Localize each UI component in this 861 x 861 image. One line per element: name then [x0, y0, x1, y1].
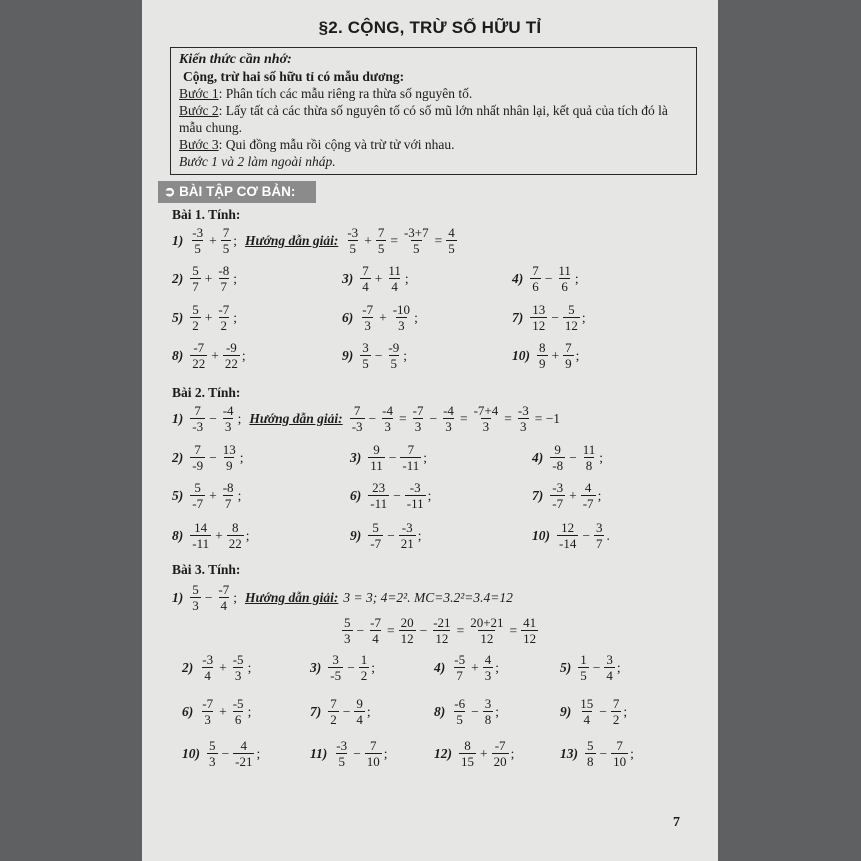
exercise-2-1: 1) 7 -3 − $\frac{-4}{3}$ ; Hướng dẫn giải: 7 -3 − $\frac{-4}{3}$ = $\frac{-7}{3}$ − $\frac{-4}{3}$ = $\frac{-7+4}{3}$ = $\frac{-3}{3}$ = −1	[172, 403, 561, 434]
exercise-3-4: 4) -5 7 + $\frac{4}{3}$ ;	[434, 652, 499, 683]
knowledge-subtitle: Cộng, trừ hai số hữu tỉ có mẫu dương:	[183, 69, 405, 84]
exercise-3-1: 1) 5 3 − $\frac{-7}{4}$ ; Hướng dẫn giải: 3 = 3; 4=2². MC=3.2²=3.4=12	[172, 582, 513, 613]
exercise-1-5: 5) 5 2 + $\frac{-7}{2}$ ;	[172, 302, 237, 333]
exercise-1-9: 9) 3 5 − $\frac{-9}{5}$ ;	[342, 340, 407, 371]
exercise-3-11: 11) -3 5 − $\frac{7}{10}$ ;	[310, 738, 388, 769]
bai3-hint-text: 3 = 3; 4=2². MC=3.2²=3.4=12	[343, 589, 513, 605]
exercise-3-9: 9) 15 4 − $\frac{7}{2}$ ;	[560, 696, 628, 727]
exercise-2-10: 10) 12 -14 − $\frac{3}{7}$ .	[532, 520, 610, 551]
exercise-1-10: 10) 8 9 + $\frac{7}{9}$ ;	[512, 340, 580, 371]
exercise-1-2: 2) 5 7 + $\frac{-8}{7}$ ;	[172, 263, 237, 294]
exercise-2-5: 5) 5 -7 + $\frac{-8}{7}$ ;	[172, 480, 242, 511]
exercise-1-8: 8) -7 22 + $\frac{-9}{22}$ ;	[172, 340, 246, 371]
step-2: Bước 2: Lấy tất cả các thừa số nguyên tố có số mũ lớn nhất nhân lại, kết quả của tích đó là mẫu chung.	[179, 103, 668, 135]
exercise-1-6: 6) -7 3 + $\frac{-10}{3}$ ;	[342, 302, 418, 333]
exercise-3-3: 3) 3 -5 − $\frac{1}{2}$ ;	[310, 652, 375, 683]
exercise-3-5: 5) 1 5 − $\frac{3}{4}$ ;	[560, 652, 621, 683]
exercise-2-6: 6) 23 -11 − $\frac{-3}{-11}$ ;	[350, 480, 432, 511]
page-title: §2. CỘNG, TRỪ SỐ HỮU TỈ	[318, 18, 542, 37]
textbook-page	[142, 0, 718, 861]
exercise-1-4: 4) 7 6 − $\frac{11}{6}$ ;	[512, 263, 579, 294]
hint-label: Hướng dẫn giải:	[244, 232, 339, 248]
page-number: 7	[673, 815, 680, 830]
exercise-2-2: 2) 7 -9 − $\frac{13}{9}$ ;	[172, 442, 244, 473]
exercise-3-13: 13) 5 8 − $\frac{7}{10}$ ;	[560, 738, 634, 769]
exercise-1-1: 1) -3 5 + $\frac{7}{5}$ ; Hướng dẫn giải: -3 5 + $\frac{7}{5}$ = $\frac{-3+7}{5}$ = $\frac{4}{5}$	[172, 225, 455, 256]
exercise-3-2: 2) -3 4 + $\frac{-5}{3}$ ;	[182, 652, 252, 683]
step-1: Bước 1: Phân tích các mẫu riêng ra thừa số nguyên tố.	[179, 86, 473, 101]
step-3: Bước 3: Qui đồng mẫu rồi cộng và trừ tử với nhau.	[179, 137, 455, 152]
section-header: ➲ BÀI TẬP CƠ BẢN:	[158, 181, 316, 203]
knowledge-box	[170, 47, 697, 175]
bai3-hint-equation: 5 3 − $\frac{-7}{4}$ = $\frac{20}{12}$ − $\frac{-21}{12}$ = $\frac{20+21}{12}$ = $\frac{41}{12}$	[344, 615, 537, 646]
knowledge-note: Bước 1 và 2 làm ngoài nháp.	[179, 154, 336, 169]
exercise-2-8: 8) 14 -11 + $\frac{8}{22}$ ;	[172, 520, 250, 551]
exercise-2-7: 7) -3 -7 + $\frac{4}{-7}$ ;	[532, 480, 602, 511]
exercise-2-3: 3) 9 11 − $\frac{7}{-11}$ ;	[350, 442, 428, 473]
exercise-3-8: 8) -6 5 − $\frac{3}{8}$ ;	[434, 696, 499, 727]
exercise-3-7: 7) 7 2 − $\frac{9}{4}$ ;	[310, 696, 371, 727]
exercise-3-10: 10) 5 3 − $\frac{4}{-21}$ ;	[182, 738, 261, 769]
bai3-title: Bài 3. Tính:	[172, 562, 241, 577]
bai2-title: Bài 2. Tính:	[172, 385, 241, 400]
exercise-1-3: 3) 7 4 + $\frac{11}{4}$ ;	[342, 263, 409, 294]
exercise-2-4: 4) 9 -8 − $\frac{11}{8}$ ;	[532, 442, 604, 473]
exercise-1-7: 7) 13 12 − $\frac{5}{12}$ ;	[512, 302, 586, 333]
bai1-title: Bài 1. Tính:	[172, 207, 241, 222]
knowledge-heading: Kiến thức cần nhớ:	[179, 52, 292, 67]
exercise-3-12: 12) 8 15 + $\frac{-7}{20}$ ;	[434, 738, 515, 769]
exercise-3-6: 6) -7 3 + $\frac{-5}{6}$ ;	[182, 696, 252, 727]
exercise-2-9: 9) 5 -7 − $\frac{-3}{21}$ ;	[350, 520, 422, 551]
